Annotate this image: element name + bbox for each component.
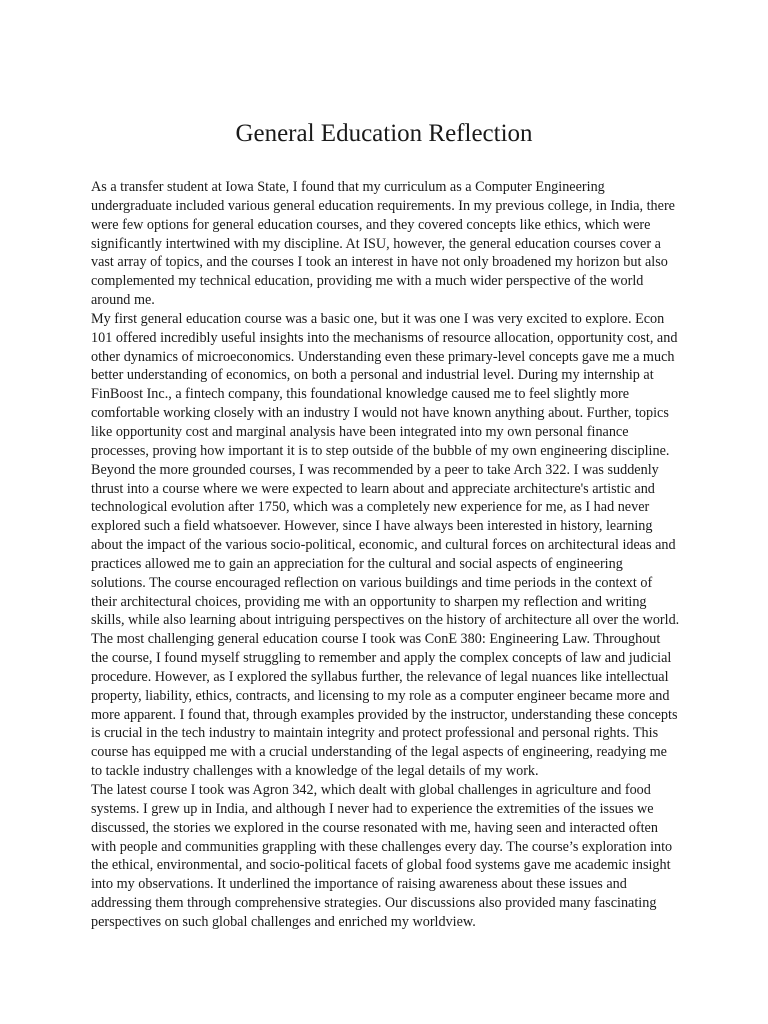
paragraph-agron-342: The latest course I took was Agron 342, which dealt with global challenges in agriculture and food systems. I grew up in India, and although I never had to experience the extremities of the issues we discussed, the stories we explored in the course resonated with me, having seen and interacted often with people and communities grappling with these challenges every day. The course’s exploration into the ethical, environmental, and socio-political facets of global food systems gave me academic insight into my observations. It underlined the importance of raising awareness about these issues and addressing them through comprehensive strategies. Our discussions also provided many fascinating perspectives on such global challenges and enriched my worldview. [91,782,673,930]
document-title: General Education Reflection [235,120,533,147]
paragraph-arch-322: Beyond the more grounded courses, I was recommended by a peer to take Arch 322. I was suddenly thrust into a course where we were expected to learn about and appreciate architecture's artistic and technological evolution after 1750, which was a completely new experience for me, as I had never explored such a field whatsoever. However, since I have always been interested in history, learning about the impact of the various socio-political, economic, and cultural forces on architectural ideas and practices allowed me to gain an appreciation for the cultural and social aspects of engineering solutions. The course encouraged reflection on various buildings and time periods in the context of their architectural choices, providing me with an opportunity to sharpen my reflection and writing skills, while also learning about intriguing perspectives on the history of architecture all over the world. [91,461,680,629]
paragraph-intro: As a transfer student at Iowa State, I found that my curriculum as a Computer Engineering undergraduate included various general education requirements. In my previous college, in India, there were few options for general education courses, and they covered concepts like ethics, which were significantly intertwined with my discipline. At ISU, however, the general education courses cover a vast array of topics, and the courses I took an interest in have not only broadened my horizon but also complemented my technical education, providing me with a much wider perspective of the world around me. [91,179,675,309]
paragraph-econ-101: My first general education course was a basic one, but it was one I was very excited to explore. Econ 101 offered incredibly useful insights into the mechanisms of resource allocation, opportunity cost, and other dynamics of microeconomics. Understanding even these primary-level concepts gave me a much better understanding of economics, on both a personal and industrial level. During my internship at FinBoost Inc., a fintech company, this foundational knowledge caused me to feel slightly more comfortable working closely with an industry I would not have known anything about. Further, topics like opportunity cost and marginal analysis have been integrated into my own personal finance processes, proving how important it is to step outside of the bubble of my own engineering discipline. [91,310,678,459]
paragraph-cone-380: The most challenging general education course I took was ConE 380: Engineering Law. Throughout the course, I found myself struggling to remember and apply the complex concepts of law and judicial procedure. However, as I explored the syllabus further, the relevance of legal nuances like intellectual property, liability, ethics, contracts, and licensing to my role as a computer engineer became more and more apparent. I found that, through examples provided by the instructor, understanding these concepts is crucial in the tech industry to maintain integrity and protect professional and personal rights. This course has equipped me with a crucial understanding of the legal aspects of engineering, readying me to tackle industry challenges with a knowledge of the legal details of my work. [91,631,678,780]
document-body [91,178,681,932]
